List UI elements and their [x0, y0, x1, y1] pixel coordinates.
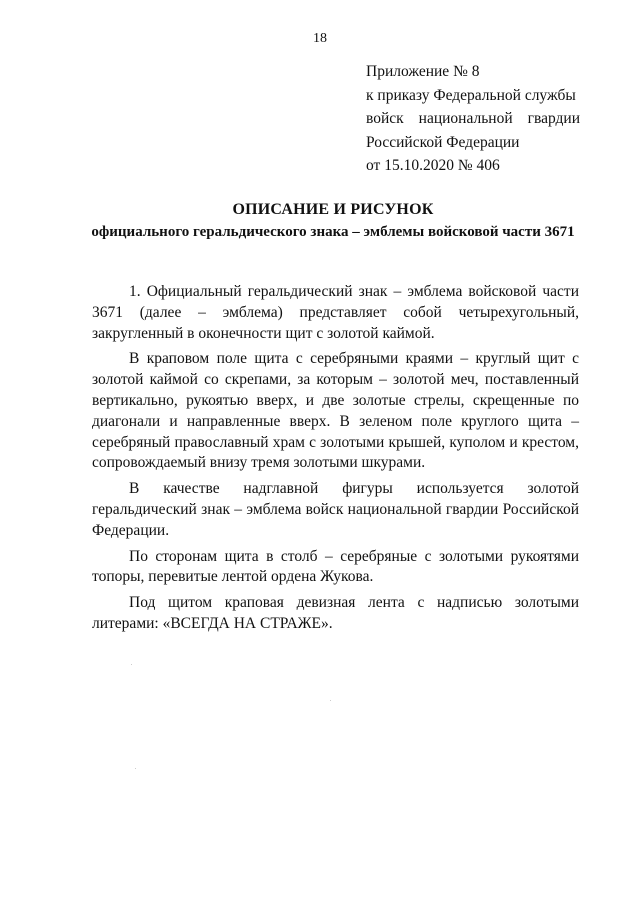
appendix-header: [366, 60, 580, 178]
paragraph-2: В краповом поле щита с серебряными краями – круглый щит с золотой каймой со скрепами, за которым – золотой меч, поставленный вертикально, рукоятью вверх, и две золотые стрелы, скрещенные по диагонали и направленные вверх. В зеленом поле круглого щита – серебряный православный храм с золотыми крышей, куполом и крестом, сопровождаемый внизу тремя золотыми шкурами.: [92, 350, 579, 472]
scan-speck: [135, 768, 136, 769]
scan-speck: [330, 700, 331, 701]
paragraph-5: Под щитом краповая девизная лента с надписью золотыми литерами: «ВСЕГДА НА СТРАЖЕ».: [92, 594, 579, 632]
appendix-order-ref: к приказу Федеральной службы: [366, 86, 576, 104]
paragraph-1: 1. Официальный геральдический знак – эмблема войсковой части 3671 (далее – эмблема) представляет собой четырехугольный, закругленный в оконечности щит с золотой каймой.: [92, 283, 579, 342]
scan-speck: [131, 664, 132, 665]
document-body: [92, 282, 579, 640]
document-subtitle: официального геральдического знака – эмблемы войсковой части 3671: [91, 224, 575, 240]
paragraph-3: В качестве надглавной фигуры используется золотой геральдический знак – эмблема войск национальной гвардии Российской Федерации.: [92, 480, 579, 539]
appendix-country: Российской Федерации: [366, 133, 520, 151]
appendix-number: Приложение № 8: [366, 63, 480, 80]
page-number: 18: [313, 31, 327, 46]
appendix-service-name: войск национальной гвардии: [366, 110, 580, 127]
appendix-date: от 15.10.2020 № 406: [366, 157, 500, 174]
paragraph-4: По сторонам щита в столб – серебряные с золотыми рукоятями топоры, перевитые лентой ордена Жукова.: [92, 547, 579, 586]
document-title: ОПИСАНИЕ И РИСУНОК: [232, 201, 434, 218]
